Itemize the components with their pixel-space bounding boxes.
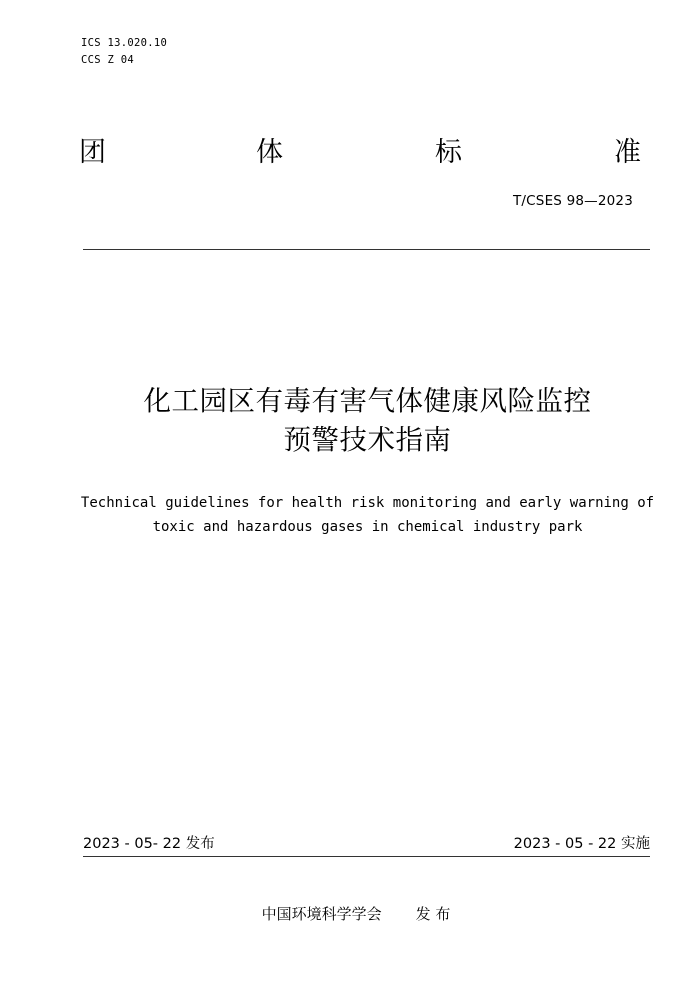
publish-date: 2023 - 05- 22 发布 xyxy=(83,836,215,852)
header-char-3: 标 xyxy=(435,137,462,168)
standard-code: T/CSES 98—2023 xyxy=(512,193,633,209)
ccs-code: CCS Z 04 xyxy=(81,54,134,66)
top-divider xyxy=(83,249,650,250)
title-cn-line1: 化工园区有毒有害气体健康风险监控 xyxy=(143,385,592,417)
publisher-action: 发 布 xyxy=(415,905,451,923)
header-char-4: 准 xyxy=(614,137,641,168)
header-char-1: 团 xyxy=(79,137,106,168)
title-en-line1: Technical guidelines for health risk monitoring and early warning of xyxy=(80,495,655,511)
title-cn-line2: 预警技术指南 xyxy=(283,424,452,456)
ics-code: ICS 13.020.10 xyxy=(81,37,168,49)
title-en-line2: toxic and hazardous gases in chemical industry park xyxy=(152,519,583,535)
bottom-divider xyxy=(83,856,650,857)
publisher-organization: 中国环境科学学会 xyxy=(261,905,382,923)
publisher xyxy=(0,903,700,925)
header-char-2: 体 xyxy=(256,137,283,168)
implement-date: 2023 - 05 - 22 实施 xyxy=(513,836,650,852)
